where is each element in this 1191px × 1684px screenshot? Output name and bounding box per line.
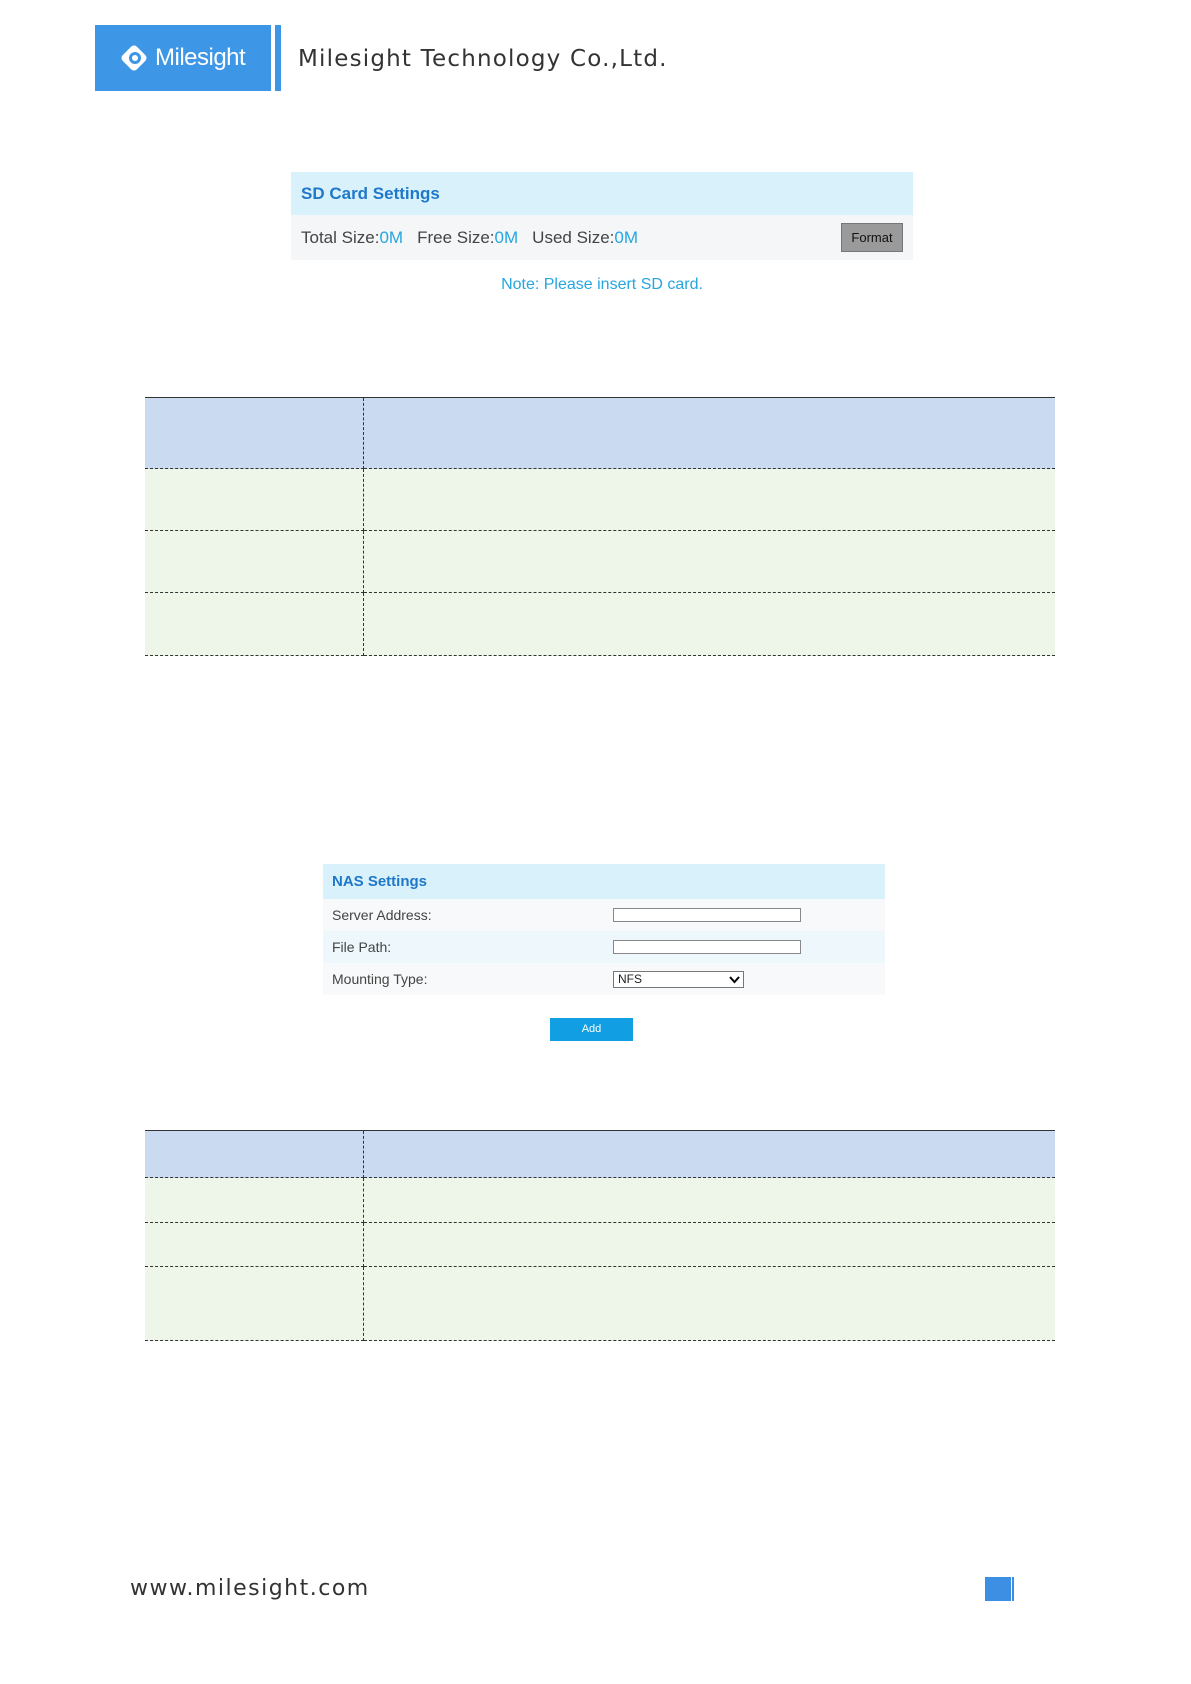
table-row: [145, 469, 1055, 531]
sd-card-size-row: [291, 215, 913, 260]
free-size-label: Free Size:: [417, 228, 495, 247]
server-address-row: [323, 899, 885, 931]
table-row: [145, 1267, 1055, 1341]
add-button[interactable]: Add: [550, 1018, 633, 1041]
total-size-label: Total Size:: [301, 228, 380, 247]
table-header-row: [145, 1131, 1055, 1178]
table-row: [145, 1178, 1055, 1223]
total-size-value: 0M: [379, 228, 404, 247]
nas-settings-panel: [323, 864, 885, 995]
server-address-label: Server Address:: [332, 907, 432, 923]
footer-url: www.milesight.com: [130, 1576, 370, 1601]
sd-card-settings-title: SD Card Settings: [291, 172, 913, 215]
table-header-row: [145, 398, 1055, 469]
file-path-label: File Path:: [332, 939, 392, 955]
page-marker-icon: [985, 1577, 1011, 1601]
file-path-row: [323, 931, 885, 963]
logo-wordmark: Milesight: [155, 44, 246, 71]
nas-settings-title: NAS Settings: [323, 864, 885, 899]
mounting-type-label: Mounting Type:: [332, 971, 428, 987]
milesight-logo-icon: [119, 43, 149, 73]
sd-card-note: Note: Please insert SD card.: [501, 276, 703, 293]
table-row: [145, 1223, 1055, 1267]
used-size-label: Used Size:: [532, 228, 615, 247]
format-button[interactable]: Format: [841, 223, 903, 252]
mounting-type-row: [323, 963, 885, 995]
server-address-input[interactable]: [613, 908, 801, 922]
company-name: Milesight Technology Co.,Ltd.: [298, 46, 668, 72]
milesight-logo: [95, 25, 271, 91]
free-size-value: 0M: [494, 228, 519, 247]
page-marker-line: [1012, 1577, 1014, 1601]
mounting-type-select[interactable]: [613, 971, 744, 988]
nas-parameter-table: [145, 1130, 1055, 1341]
sd-card-settings-panel: [291, 172, 913, 260]
file-path-input[interactable]: [613, 940, 801, 954]
table-row: [145, 531, 1055, 593]
table-row: [145, 593, 1055, 656]
header-divider: [275, 25, 281, 91]
chevron-down-icon: [729, 974, 740, 985]
sd-card-parameter-table: [145, 397, 1055, 656]
used-size-value: 0M: [614, 228, 638, 247]
mounting-type-value: NFS: [618, 972, 642, 986]
